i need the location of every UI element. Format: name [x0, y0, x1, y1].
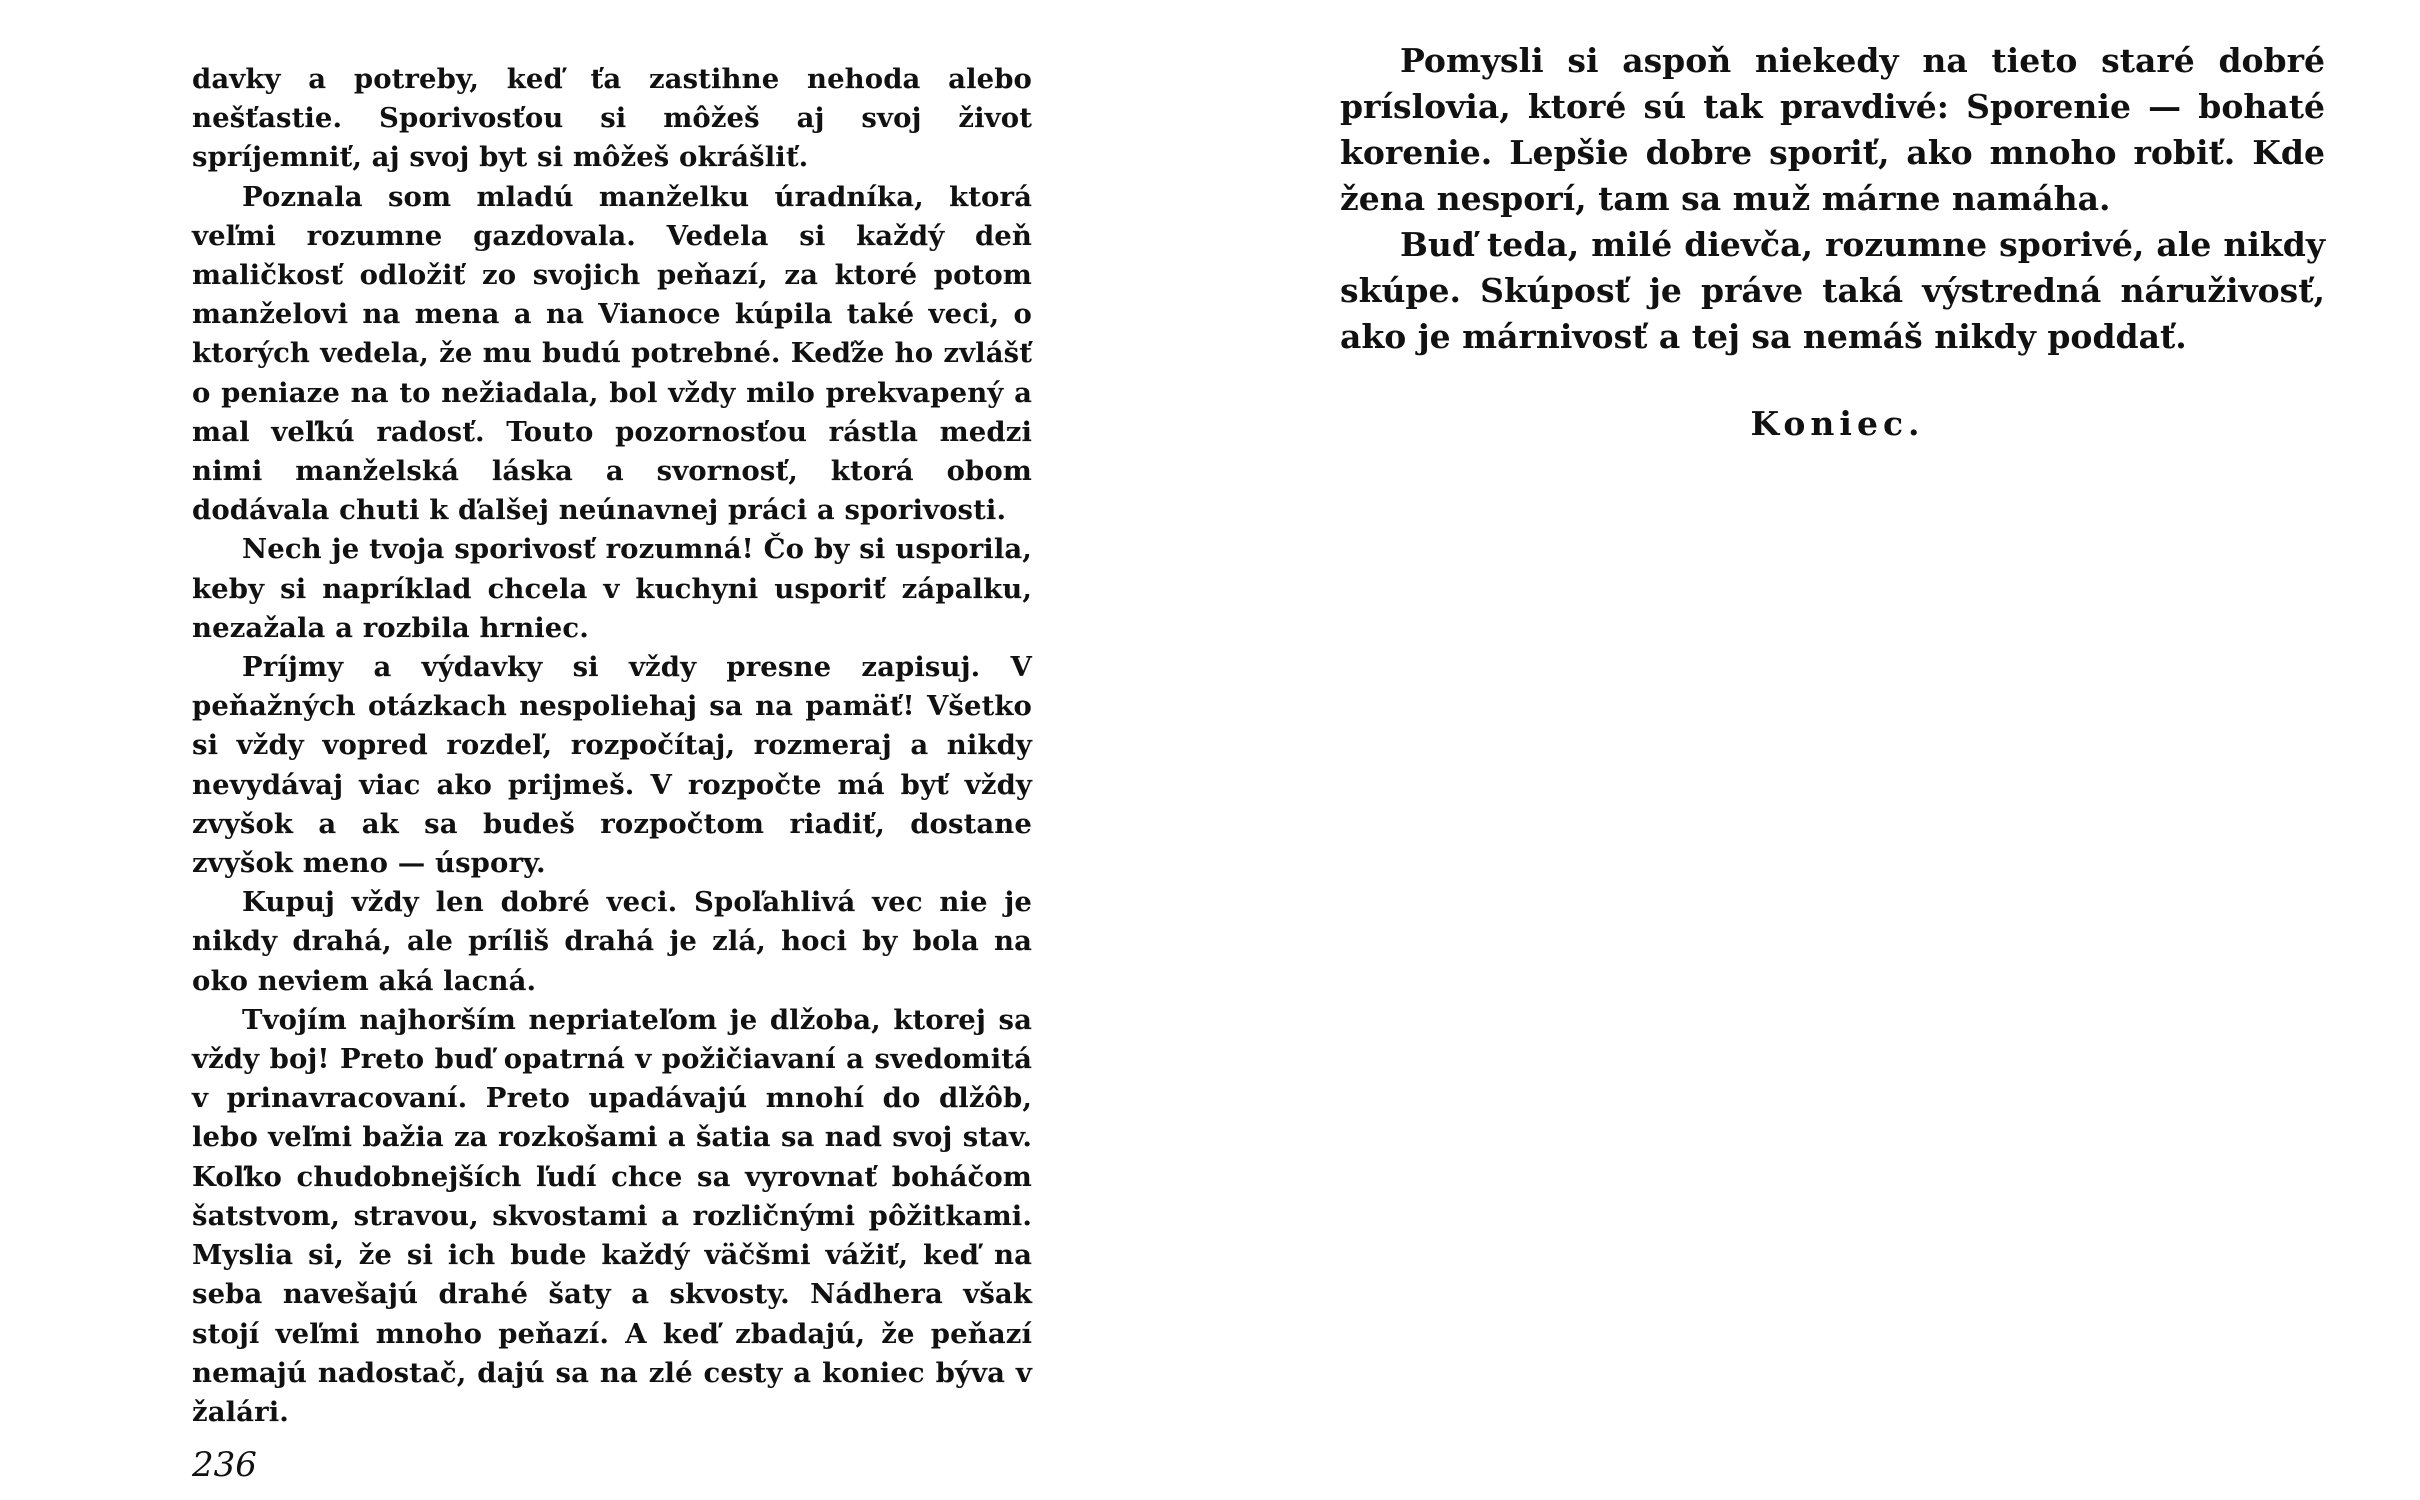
- left-paragraph-4: Príjmy a výdavky si vždy presne zapisuj. V peňažných otázkach nespoliehaj sa na pamäť! Všetko si vždy vopred rozdeľ, rozpočítaj, rozmeraj a nikdy nevydávaj viac ako prijmeš. V rozpočte má byť vždy zvyšok a ak sa budeš rozpočtom riadiť, dostane zvyšok meno — úspory.: [192, 651, 1032, 880]
- page-number: 236: [192, 1445, 257, 1485]
- the-end-label: Koniec.: [1750, 404, 1925, 443]
- left-paragraph-6: Tvojím najhorším nepriateľom je dlžoba, ktorej sa vždy boj! Preto buď opatrná v požičiavaní a svedomitá v prinavracovaní. Preto upadávajú mnohí do dlžôb, lebo veľmi bažia za rozkošami a šatia sa nad svoj stav. Koľko chudobnejších ľudí chce sa vyrovnať boháčom šatstvom, stravou, skvostami a rozličnými pôžitkami. Myslia si, že si ich bude každý väčšmi vážiť, keď na seba navešajú drahé šaty a skvosty. Nádhera však stojí veľmi mnoho peňazí. A keď zbadajú, že peňazí nemajú nadostač, dajú sa na zlé cesty a koniec býva v žalári.: [192, 1003, 1032, 1428]
- left-paragraph-3: Nech je tvoja sporivosť rozumná! Čo by si usporila, keby si napríklad chcela v kuchyni usporiť zápalku, nezažala a rozbila hrniec.: [192, 533, 1032, 644]
- left-page: [192, 60, 1032, 1500]
- left-paragraph-1: davky a potreby, keď ťa zastihne nehoda alebo nešťastie. Sporivosťou si môžeš aj svoj život spríjemniť, aj svoj byt si môžeš okrášliť.: [192, 63, 1032, 174]
- right-page-text: [1340, 38, 2325, 360]
- left-paragraph-2: Poznala som mladú manželku úradníka, ktorá veľmi rozumne gazdovala. Vedela si každý deň maličkosť odložiť zo svojich peňazí, za ktoré potom manželovi na mena a na Vianoce kúpila také veci, o ktorých vedela, že mu budú potrebné. Keďže ho zvlášť o peniaze na to nežiadala, bol vždy milo prekvapený a mal veľkú radosť. Touto pozornosťou rástla medzi nimi manželská láska a svornosť, ktorá obom dodávala chuti k ďalšej neúnavnej práci a sporivosti.: [192, 180, 1032, 527]
- left-paragraph-5: Kupuj vždy len dobré veci. Spoľahlivá vec nie je nikdy drahá, ale príliš drahá je zlá, hoci by bola na oko neviem aká lacná.: [192, 886, 1032, 997]
- right-page: [1340, 38, 2325, 638]
- left-page-text: [192, 60, 1032, 1432]
- right-paragraph-2: Buď teda, milé dievča, rozumne sporivé, ale nikdy skúpe. Skúposť je práve taká výstredná náruživosť, ako je márnivosť a tej sa nemáš nikdy poddať.: [1340, 225, 2325, 356]
- right-paragraph-1: Pomysli si aspoň niekedy na tieto staré dobré príslovia, ktoré sú tak pravdivé: Sporenie — bohaté korenie. Lepšie dobre sporiť, ako mnoho robiť. Kde žena nesporí, tam sa muž márne namáha.: [1340, 41, 2325, 218]
